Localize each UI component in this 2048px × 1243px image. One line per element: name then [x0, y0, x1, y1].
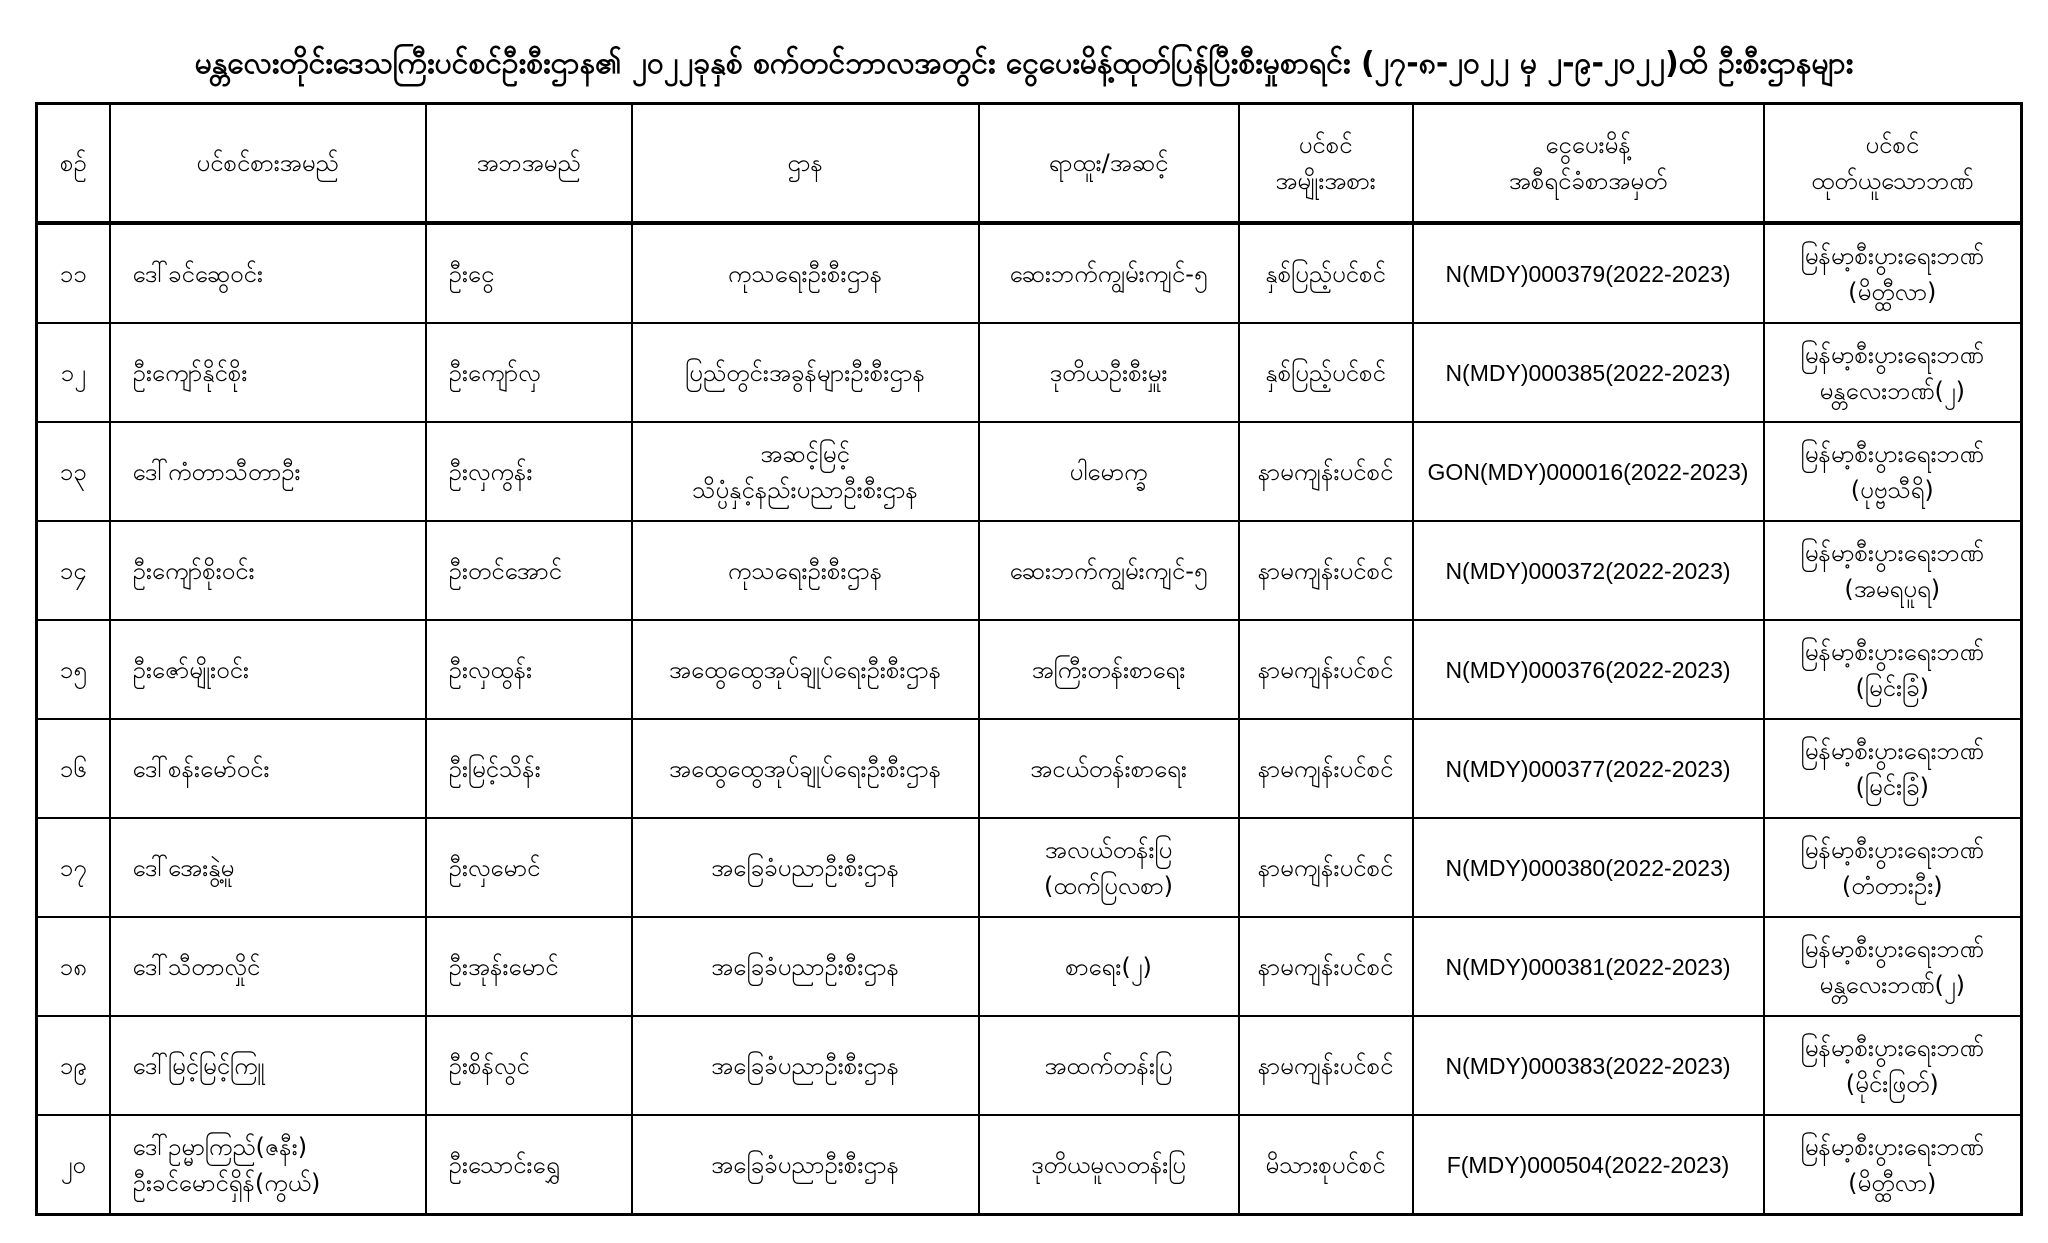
- table-row: [37, 1016, 2022, 1115]
- cell-payment-order-no: N(MDY)000381(2022-2023): [1413, 917, 1764, 1016]
- cell-no: ၁၉: [37, 1016, 110, 1115]
- cell-payment-order-no: N(MDY)000383(2022-2023): [1413, 1016, 1764, 1115]
- cell-department: အထွေထွေအုပ်ချုပ်ရေးဦးစီးဌာန: [632, 620, 979, 719]
- cell-position: အထက်တန်းပြ: [979, 1016, 1239, 1115]
- cell-no: ၁၅: [37, 620, 110, 719]
- cell-no: ၁၂: [37, 323, 110, 422]
- cell-father-name: ဦးတင်အောင်: [426, 521, 632, 620]
- cell-bank: မြန်မာ့စီးပွားရေးဘဏ် မန္တလေးဘဏ်(၂): [1764, 323, 2022, 422]
- cell-department: အထွေထွေအုပ်ချုပ်ရေးဦးစီးဌာန: [632, 719, 979, 818]
- cell-no: ၁၃: [37, 422, 110, 521]
- cell-payment-order-no: N(MDY)000372(2022-2023): [1413, 521, 1764, 620]
- cell-position: ပါမောက္ခ: [979, 422, 1239, 521]
- cell-pension-type: နှစ်ပြည့်ပင်စင်: [1239, 223, 1413, 323]
- cell-department: ပြည်တွင်းအခွန်များဦးစီးဌာန: [632, 323, 979, 422]
- cell-position: ဒုတိယမူလတန်းပြ: [979, 1115, 1239, 1215]
- cell-pension-type: နာမကျန်းပင်စင်: [1239, 521, 1413, 620]
- cell-pensioner-name: ဒေါ်ဥမ္မာကြည်(ဇနီး) ဦးခင်မောင်ရှိန်(ကွယ်): [110, 1115, 426, 1215]
- header-col-bank: ပင်စင် ထုတ်ယူသောဘဏ်: [1764, 104, 2022, 224]
- cell-father-name: ဦးလှထွန်း: [426, 620, 632, 719]
- cell-pension-type: နာမကျန်းပင်စင်: [1239, 917, 1413, 1016]
- cell-position: အငယ်တန်းစာရေး: [979, 719, 1239, 818]
- header-col-pension-type: ပင်စင် အမျိုးအစား: [1239, 104, 1413, 224]
- header-col-father-name: အဘအမည်: [426, 104, 632, 224]
- table-row: [37, 818, 2022, 917]
- cell-bank: မြန်မာ့စီးပွားရေးဘဏ် (မိတ္ထီလာ): [1764, 1115, 2022, 1215]
- table-row: [37, 620, 2022, 719]
- header-row: [37, 104, 2022, 224]
- cell-bank: မြန်မာ့စီးပွားရေးဘဏ် (မိုင်းဖြတ်): [1764, 1016, 2022, 1115]
- cell-pensioner-name: ဦးကျော်စိုးဝင်း: [110, 521, 426, 620]
- cell-no: ၁၈: [37, 917, 110, 1016]
- cell-no: ၁၇: [37, 818, 110, 917]
- cell-bank: မြန်မာ့စီးပွားရေးဘဏ် (တံတားဦး): [1764, 818, 2022, 917]
- table-body: [37, 223, 2022, 1215]
- header-col-position: ရာထူး/အဆင့်: [979, 104, 1239, 224]
- cell-father-name: ဦးမြင့်သိန်း: [426, 719, 632, 818]
- cell-department: ကုသရေးဦးစီးဌာန: [632, 223, 979, 323]
- cell-pensioner-name: ဦးဇော်မျိုးဝင်း: [110, 620, 426, 719]
- cell-department: အခြေခံပညာဦးစီးဌာန: [632, 818, 979, 917]
- cell-payment-order-no: N(MDY)000380(2022-2023): [1413, 818, 1764, 917]
- cell-payment-order-no: N(MDY)000385(2022-2023): [1413, 323, 1764, 422]
- cell-position: အကြီးတန်းစာရေး: [979, 620, 1239, 719]
- cell-no: ၁၆: [37, 719, 110, 818]
- cell-pension-type: နာမကျန်းပင်စင်: [1239, 620, 1413, 719]
- cell-father-name: ဦးလှမောင်: [426, 818, 632, 917]
- cell-father-name: ဦးလှကွန်း: [426, 422, 632, 521]
- cell-position: စာရေး(၂): [979, 917, 1239, 1016]
- header-col-no: စဉ်: [37, 104, 110, 224]
- table-row: [37, 521, 2022, 620]
- cell-pension-type: နှစ်ပြည့်ပင်စင်: [1239, 323, 1413, 422]
- cell-department: အခြေခံပညာဦးစီးဌာန: [632, 917, 979, 1016]
- cell-payment-order-no: N(MDY)000379(2022-2023): [1413, 223, 1764, 323]
- cell-bank: မြန်မာ့စီးပွားရေးဘဏ် (အမရပူရ): [1764, 521, 2022, 620]
- cell-bank: မြန်မာ့စီးပွားရေးဘဏ် (မိတ္ထီလာ): [1764, 223, 2022, 323]
- cell-father-name: ဦးငွေ: [426, 223, 632, 323]
- cell-department: ကုသရေးဦးစီးဌာန: [632, 521, 979, 620]
- table-row: [37, 323, 2022, 422]
- cell-father-name: ဦးသောင်းရွှေ: [426, 1115, 632, 1215]
- cell-no: ၁၁: [37, 223, 110, 323]
- cell-position: ဆေးဘက်ကျွမ်းကျင်-၅: [979, 521, 1239, 620]
- cell-department: အခြေခံပညာဦးစီးဌာန: [632, 1016, 979, 1115]
- header-col-pensioner-name: ပင်စင်စားအမည်: [110, 104, 426, 224]
- header-col-department: ဌာန: [632, 104, 979, 224]
- cell-father-name: ဦးကျော်လှ: [426, 323, 632, 422]
- cell-position: ဆေးဘက်ကျွမ်းကျင်-၅: [979, 223, 1239, 323]
- cell-pensioner-name: ဒေါ်မြင့်မြင့်ကြူ: [110, 1016, 426, 1115]
- table-row: [37, 719, 2022, 818]
- table-row: [37, 223, 2022, 323]
- cell-father-name: ဦးစိန်လွင်: [426, 1016, 632, 1115]
- cell-pension-type: နာမကျန်းပင်စင်: [1239, 1016, 1413, 1115]
- cell-pension-type: နာမကျန်းပင်စင်: [1239, 818, 1413, 917]
- cell-department: အခြေခံပညာဦးစီးဌာန: [632, 1115, 979, 1215]
- table-row: [37, 1115, 2022, 1215]
- cell-pension-type: နာမကျန်းပင်စင်: [1239, 719, 1413, 818]
- cell-bank: မြန်မာ့စီးပွားရေးဘဏ် (မြင်းခြံ): [1764, 719, 2022, 818]
- cell-father-name: ဦးအုန်းမောင်: [426, 917, 632, 1016]
- cell-pensioner-name: ဒေါ်အေးနွဲ့မူ: [110, 818, 426, 917]
- cell-bank: မြန်မာ့စီးပွားရေးဘဏ် မန္တလေးဘဏ်(၂): [1764, 917, 2022, 1016]
- document-title: မန္တလေးတိုင်းဒေသကြီးပင်စင်ဦးစီးဌာန၏ ၂၀၂၂ခုနှစ် စက်တင်ဘာလအတွင်း ငွေပေးမိန့်ထုတ်ပြန်ပြီးစီးမှုစာရင်း (၂၇-၈-၂၀၂၂ မှ ၂-၉-၂၀၂၂)ထိ ဦးစီးဌာနများ: [194, 46, 1854, 81]
- cell-no: ၂၀: [37, 1115, 110, 1215]
- cell-no: ၁၄: [37, 521, 110, 620]
- cell-pensioner-name: ဒေါ်စန်းမော်ဝင်း: [110, 719, 426, 818]
- cell-department: အဆင့်မြင့် သိပ္ပံနှင့်နည်းပညာဦးစီးဌာန: [632, 422, 979, 521]
- table-row: [37, 917, 2022, 1016]
- pension-table: [35, 102, 2023, 1216]
- cell-pensioner-name: ဒေါ်ခင်ဆွေဝင်း: [110, 223, 426, 323]
- cell-pension-type: မိသားစုပင်စင်: [1239, 1115, 1413, 1215]
- cell-payment-order-no: N(MDY)000376(2022-2023): [1413, 620, 1764, 719]
- cell-pension-type: နာမကျန်းပင်စင်: [1239, 422, 1413, 521]
- cell-pensioner-name: ဒေါ်သီတာလှိုင်: [110, 917, 426, 1016]
- table-row: [37, 422, 2022, 521]
- cell-position: ဒုတိယဦးစီးမှူး: [979, 323, 1239, 422]
- cell-pensioner-name: ဒေါ်ကံတာသီတာဦး: [110, 422, 426, 521]
- cell-payment-order-no: F(MDY)000504(2022-2023): [1413, 1115, 1764, 1215]
- cell-pensioner-name: ဦးကျော်နိုင်စိုး: [110, 323, 426, 422]
- cell-bank: မြန်မာ့စီးပွားရေးဘဏ် (ပုဗ္ဗသီရိ): [1764, 422, 2022, 521]
- cell-bank: မြန်မာ့စီးပွားရေးဘဏ် (မြင်းခြံ): [1764, 620, 2022, 719]
- cell-payment-order-no: N(MDY)000377(2022-2023): [1413, 719, 1764, 818]
- cell-position: အလယ်တန်းပြ (ထက်ပြလစာ): [979, 818, 1239, 917]
- cell-payment-order-no: GON(MDY)000016(2022-2023): [1413, 422, 1764, 521]
- header-col-payment-order-no: ငွေပေးမိန့် အစီရင်ခံစာအမှတ်: [1413, 104, 1764, 224]
